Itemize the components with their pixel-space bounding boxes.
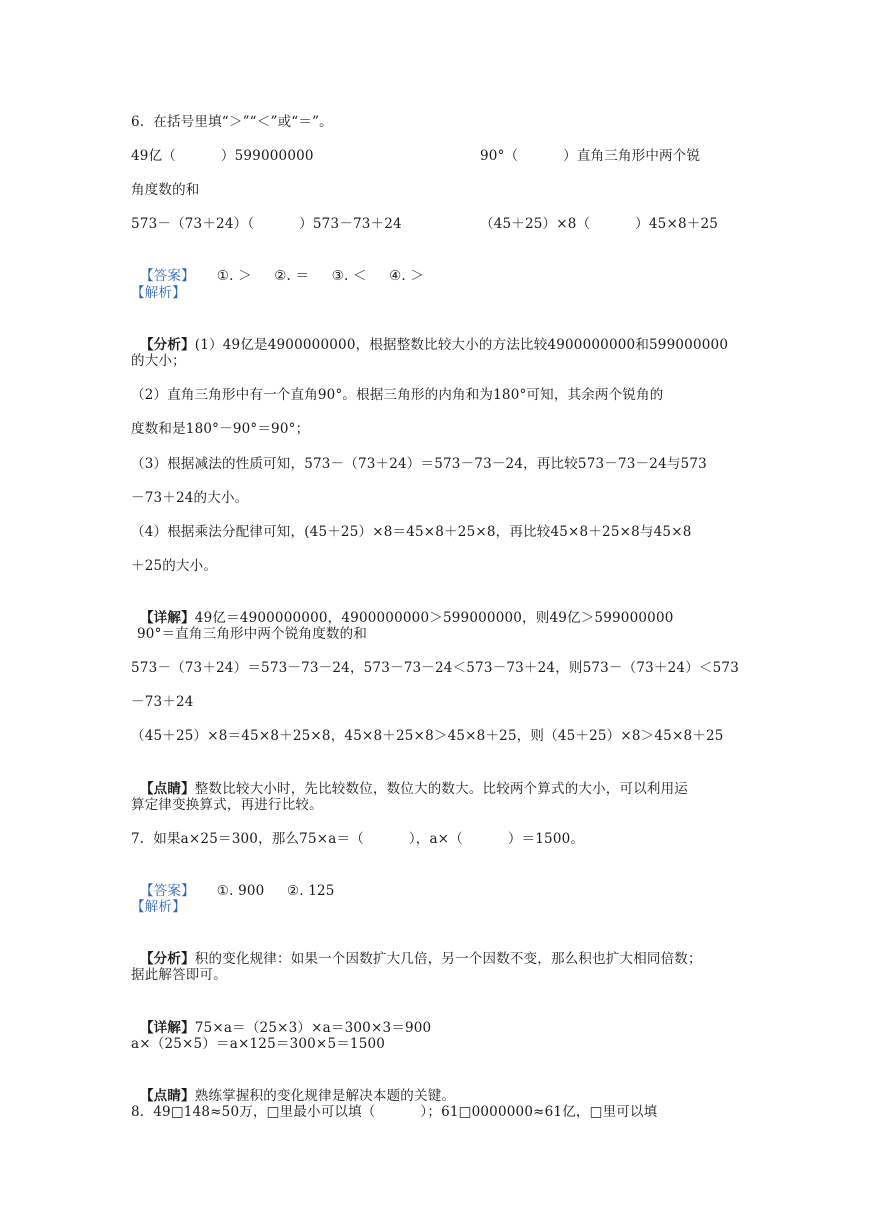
detail-text: 75×a＝（25×3）×a＝300×3＝900 bbox=[194, 1020, 432, 1036]
q6-comment-1 bbox=[131, 762, 688, 798]
answer-items: ①. ＞ ②. ＝ ③. ＜ ④. ＞ bbox=[216, 268, 425, 284]
answer-tag: 【答案】 bbox=[139, 268, 195, 284]
q6-row2-right: （45＋25）×8（ ）45×8＋25 bbox=[480, 216, 719, 232]
answer-tag: 【答案】 bbox=[139, 883, 195, 899]
comment-tag: 【点睛】 bbox=[139, 1088, 195, 1104]
q6-row1-right: 90°（ ）直角三角形中两个锐 bbox=[480, 148, 701, 164]
comment-text: 整数比较大小时，先比较数位，数位大的数大。比较两个算式的大小，可以利用运 bbox=[194, 781, 688, 797]
detail-text: 49亿＝4900000000，4900000000＞599000000，则49亿＞599000000 bbox=[194, 610, 674, 626]
q6-row1-cont: 角度数的和 bbox=[131, 182, 200, 198]
analysis-text: 积的变化规律：如果一个因数扩大几倍，另一个因数不变，那么积也扩大相同倍数； bbox=[194, 951, 702, 967]
comment-tag: 【点睛】 bbox=[139, 781, 195, 797]
answer-items: ①. 900 ②. 125 bbox=[216, 883, 335, 899]
q6-row2-left: 573－（73＋24）（ ）573－73＋24 bbox=[131, 216, 402, 232]
q6-analysis-4: （4）根据乘法分配律可知，(45＋25）×8＝45×8＋25×8，再比较45×8＋25×8与45×8 bbox=[131, 524, 692, 540]
q7-jiexi-tag: 【解析】 bbox=[131, 899, 186, 915]
analysis-tag: 【分析】 bbox=[139, 337, 195, 353]
q6-analysis-2b: 度数和是180°－90°＝90°； bbox=[131, 421, 310, 437]
q6-detail-3b: －73＋24 bbox=[131, 694, 194, 710]
q6-analysis-3: （3）根据减法的性质可知，573－（73＋24）＝573－73－24，再比较573－73－24与573 bbox=[131, 456, 707, 472]
q8-stem: 8. 49□148≈50万，□里最小可以填（ ）；61□0000000≈61亿，□里可以填 bbox=[131, 1104, 658, 1120]
comment-text: 熟练掌握积的变化规律是解决本题的关键。 bbox=[194, 1088, 456, 1104]
q7-analysis-1 bbox=[131, 932, 702, 968]
q6-analysis-4b: ＋25的大小。 bbox=[131, 558, 218, 574]
q6-detail-1 bbox=[131, 591, 674, 627]
q6-stem: 6. 在括号里填“＞”“＜”或“＝”。 bbox=[131, 114, 333, 130]
q7-analysis-1b: 据此解答即可。 bbox=[131, 967, 227, 983]
q6-detail-3: 573－（73＋24）＝573－73－24，573－73－24＜573－73＋24，则573－（73＋24）＜573 bbox=[131, 660, 739, 676]
analysis-text: (1）49亿是4900000000，根据整数比较大小的方法比较4900000000和599000000 bbox=[194, 337, 729, 353]
q7-answer-line bbox=[131, 864, 335, 900]
q6-detail-2: 90°＝直角三角形中两个锐角度数的和 bbox=[137, 626, 368, 642]
q6-jiexi-tag: 【解析】 bbox=[131, 285, 186, 301]
q7-detail-1 bbox=[131, 1001, 431, 1037]
q7-stem: 7. 如果a×25＝300，那么75×a＝（ ），a×（ ）＝1500。 bbox=[131, 831, 585, 847]
q6-comment-1b: 算定律变换算式，再进行比较。 bbox=[131, 797, 323, 813]
q6-answer-line bbox=[131, 249, 424, 285]
q6-analysis-2: （2）直角三角形中有一个直角90°。根据三角形的内角和为180°可知，其余两个锐角的 bbox=[131, 387, 664, 403]
detail-tag: 【详解】 bbox=[139, 1020, 195, 1036]
analysis-tag: 【分析】 bbox=[139, 951, 195, 967]
detail-tag: 【详解】 bbox=[139, 610, 195, 626]
q7-detail-2: a×（25×5）＝a×125＝300×5＝1500 bbox=[131, 1036, 386, 1052]
q6-analysis-1b: 的大小； bbox=[131, 353, 186, 369]
q7-comment-1 bbox=[131, 1069, 455, 1105]
q6-analysis-1 bbox=[131, 318, 728, 354]
q6-analysis-3b: －73＋24的大小。 bbox=[131, 490, 249, 506]
q6-row1-left: 49亿（ ）599000000 bbox=[131, 148, 314, 164]
q6-detail-4: （45＋25）×8＝45×8＋25×8，45×8＋25×8＞45×8＋25，则（45＋25）×8＞45×8＋25 bbox=[131, 728, 724, 744]
